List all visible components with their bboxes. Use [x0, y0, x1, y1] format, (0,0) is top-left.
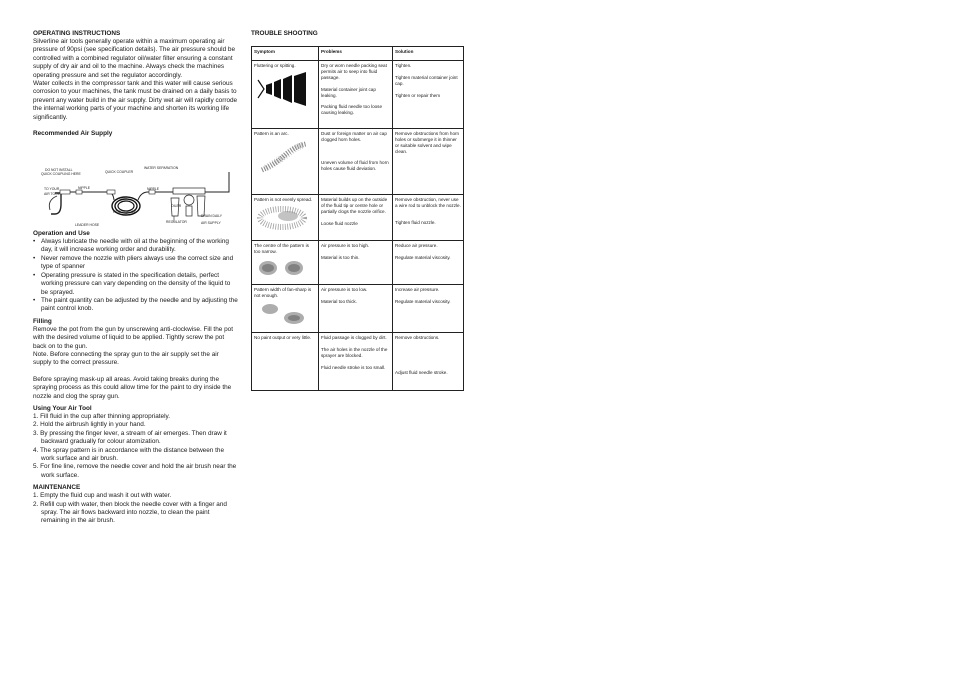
list-item: 4. The spray pattern is in accordance with the distance between the work surface and air brush.	[33, 446, 225, 462]
solution-text: Tighten material container joint cap.	[395, 74, 458, 86]
list-item: • The paint quantity can be adjusted by the needle and by adjusting the paint control knob.	[33, 297, 239, 314]
label-water-separation: WATER SEPARATION	[144, 166, 179, 171]
problem-text: Air pressure is too high.	[321, 243, 370, 248]
list-item: 5. For fine line, remove the needle cover and hold the air brush near the work surface.	[33, 463, 237, 479]
solution-cell	[393, 129, 464, 195]
nipple-fitting-1	[76, 190, 82, 194]
table-row	[252, 61, 464, 129]
problem-text: Fluid passage is clogged by dirt.	[321, 335, 387, 340]
regulator-body	[186, 206, 192, 216]
solution-text: Adjust fluid needle stroke.	[395, 369, 448, 375]
table-row	[252, 241, 464, 285]
manifold-block	[173, 188, 205, 194]
left-column	[33, 30, 239, 526]
operation-list	[33, 238, 239, 314]
problem-text: The air holes in the nozzle of the sprayer are blocked.	[321, 346, 388, 358]
symptom-text: Fluttering or spitting.	[254, 63, 296, 68]
symptom-cell	[252, 129, 319, 195]
arc-pattern-image	[254, 140, 312, 176]
spitting-pattern-image	[254, 72, 312, 106]
problems-cell	[319, 195, 393, 241]
regulator-gauge	[184, 195, 194, 205]
symptom-cell	[252, 61, 319, 129]
quick-coupling-fitting	[60, 190, 70, 194]
solution-cell	[393, 241, 464, 285]
problem-text: Material builds up on the outside of the fluid tip or centre hole or partially clogs the nozzle orifice.	[321, 197, 388, 214]
problem-text: Dust or foreign matter on air cap clogged horn holes.	[321, 131, 387, 142]
label-to-your: TO YOUR	[44, 187, 60, 192]
label-leader-hose: LEADER HOSE	[75, 223, 100, 228]
symptom-text: Pattern is an arc.	[254, 131, 289, 136]
narrow-center-pattern-image	[254, 258, 312, 278]
air-supply-diagram	[33, 160, 239, 230]
using-heading: Using Your Air Tool	[33, 404, 92, 412]
operating-para-2: Water collects in the compressor tank and this water will cause serious corrosion to your machines, the tank must be drained on a daily basis to prevent any water build in the air supply. Dirty wet air will rapidly corrode the internal working parts of your machine and shorten its working life significantly.	[33, 80, 238, 121]
problems-cell	[319, 61, 393, 129]
label-quick-coupler: QUICK COUPLER	[105, 170, 134, 175]
solution-text: Tighten fluid nozzle.	[395, 219, 436, 225]
solution-cell	[393, 61, 464, 129]
table-row	[252, 333, 464, 391]
recoil-hose-lead-out	[138, 192, 148, 200]
list-item: 2. Hold the airbrush lightly in your hand.	[33, 421, 146, 429]
right-column	[251, 30, 463, 391]
symptom-text: Pattern is not evenly spread.	[254, 197, 313, 202]
problem-text: Packing fluid needle too loose causing leaking.	[321, 104, 383, 116]
filling-para-2: Note. Before connecting the spray gun to the air supply set the air supply to the correct pressure.	[33, 350, 219, 367]
label-nipple-2: NIPPLE	[147, 187, 160, 192]
list-item: 2. Refill cup with water, then block the needle cover with a finger and spray. The air flows backward into nozzle, to clean the paint remaining in the air brush.	[33, 500, 227, 525]
solution-text: Tighten or repair them	[395, 92, 441, 98]
solution-text: Remove obstruction, never use a wire rod to unblock the nozzle.	[395, 197, 461, 208]
trouble-table	[251, 46, 464, 391]
table-row	[252, 285, 464, 333]
filling-heading: Filling	[33, 317, 52, 325]
list-item: • Always lubricate the needle with oil at the beginning of the working day, it will increase working order and durability.	[33, 238, 239, 255]
problem-text: Fluid needle stroke is too small.	[321, 364, 386, 370]
supply-heading: Recommended Air Supply	[33, 130, 113, 138]
table-row	[252, 195, 464, 241]
label-do-not-install: DO NOT INSTALL	[45, 168, 73, 173]
solution-text: Remove obstructions.	[395, 335, 440, 340]
label-regulator: REGULATOR	[166, 220, 187, 225]
filling-para-3: Before spraying mask-up all areas. Avoid taking breaks during the spraying process as this could allow time for the paint to dry inside the nozzle and clog the spray gun.	[33, 375, 232, 400]
problem-text: Dry or worn needle packing seat permits air to seep into fluid passage.	[321, 63, 387, 80]
label-air-tool: AIR TOOL	[44, 192, 60, 197]
label-air-supply: AIR SUPPLY	[201, 221, 221, 226]
air-tool-hose	[49, 196, 57, 210]
label-oiler: OILER	[171, 204, 182, 209]
symptom-text: Pattern width of fan-sharp is not enough.	[254, 287, 312, 298]
label-recoil-hose: RECOIL HOSE	[113, 210, 137, 215]
operation-heading: Operation and Use	[33, 230, 90, 238]
list-item: 1. Empty the fluid cup and wash it out with water.	[33, 492, 172, 500]
symptom-cell	[252, 241, 319, 285]
solution-cell	[393, 333, 464, 391]
solution-cell	[393, 285, 464, 333]
label-quick-coupling-here: QUICK COUPLING HERE	[41, 172, 81, 177]
solution-text: Increase air pressure.	[395, 287, 440, 292]
air-supply-line	[205, 172, 229, 192]
narrow-fan-pattern-image	[254, 302, 312, 326]
header-solution: Solution	[393, 47, 464, 61]
problems-cell	[319, 333, 393, 391]
operating-para-1: Silverline air tools generally operate within a maximum operating air pressure of 90psi (see specification details). The air pressure should be controlled with a combined regulator oil/water filter ensuring a constant supply of dry air and oil to the machine. Always check the machines operating pressure and set the regulator accordingly.	[33, 38, 236, 79]
problem-text: Material container joint cap leaking.	[321, 86, 376, 98]
table-header-row	[252, 47, 464, 61]
quick-coupler-fitting	[107, 190, 115, 194]
problem-text: Uneven volume of fluid from horn holes cause fluid deviation.	[321, 159, 389, 171]
maintenance-list	[33, 492, 239, 526]
list-item: • Never remove the nozzle with pliers always use the correct size and type of spanner	[33, 255, 239, 272]
oiler-bowl	[197, 196, 205, 216]
solution-text: Remove obstructions from horn holes or submerge it in thinner or suitable solvent and wipe clean.	[395, 131, 460, 154]
symptom-cell	[252, 333, 319, 391]
solution-text: Reduce air pressure.	[395, 243, 438, 248]
symptom-cell	[252, 195, 319, 241]
solution-text: Regulate material viscosity.	[395, 298, 451, 304]
using-list	[33, 413, 239, 480]
solution-text: Tighten.	[395, 63, 412, 68]
list-item: 1. Fill fluid in the cup after thinning appropriately.	[33, 412, 171, 420]
trouble-heading: TROUBLE SHOOTING	[251, 30, 318, 37]
header-problems: Problems	[319, 47, 393, 61]
filling-para-1: Remove the pot from the gun by unscrewing anti-clockwise. Fill the pot with the desired volume of liquid to be applied. Tightly screw the pot back on to the gun.	[33, 325, 233, 350]
solution-text: Regulate material viscosity.	[395, 254, 451, 260]
label-nipple-1: NIPPLE	[78, 186, 91, 191]
symptom-cell	[252, 285, 319, 333]
table-row	[252, 129, 464, 195]
maintenance-heading: MAINTENANCE	[33, 484, 81, 492]
operating-heading: OPERATING INSTRUCTIONS	[33, 30, 121, 37]
problem-text: Loose fluid nozzle	[321, 220, 358, 226]
problem-text: Air pressure is too low.	[321, 287, 368, 292]
symptom-text: The centre of the pattern is too narrow.	[254, 243, 309, 254]
problem-text: Material is too thin.	[321, 254, 360, 260]
list-item: • Operating pressure is stated in the specification details, perfect working pressure can vary depending on the density of the liquid to be sprayed.	[33, 272, 239, 297]
uneven-pattern-image	[254, 206, 312, 230]
symptom-text: No paint output or very little.	[254, 335, 312, 340]
solution-cell	[393, 195, 464, 241]
list-item: 3. By pressing the finger lever, a stream of air emerges. Then draw it backward gradually for colour atomization.	[33, 429, 227, 446]
problems-cell	[319, 129, 393, 195]
problems-cell	[319, 285, 393, 333]
header-symptom: Symptom	[252, 47, 319, 61]
problem-text: Material too thick.	[321, 298, 357, 304]
label-drain-daily: DRAIN DAILY	[201, 214, 223, 219]
problems-cell	[319, 241, 393, 285]
